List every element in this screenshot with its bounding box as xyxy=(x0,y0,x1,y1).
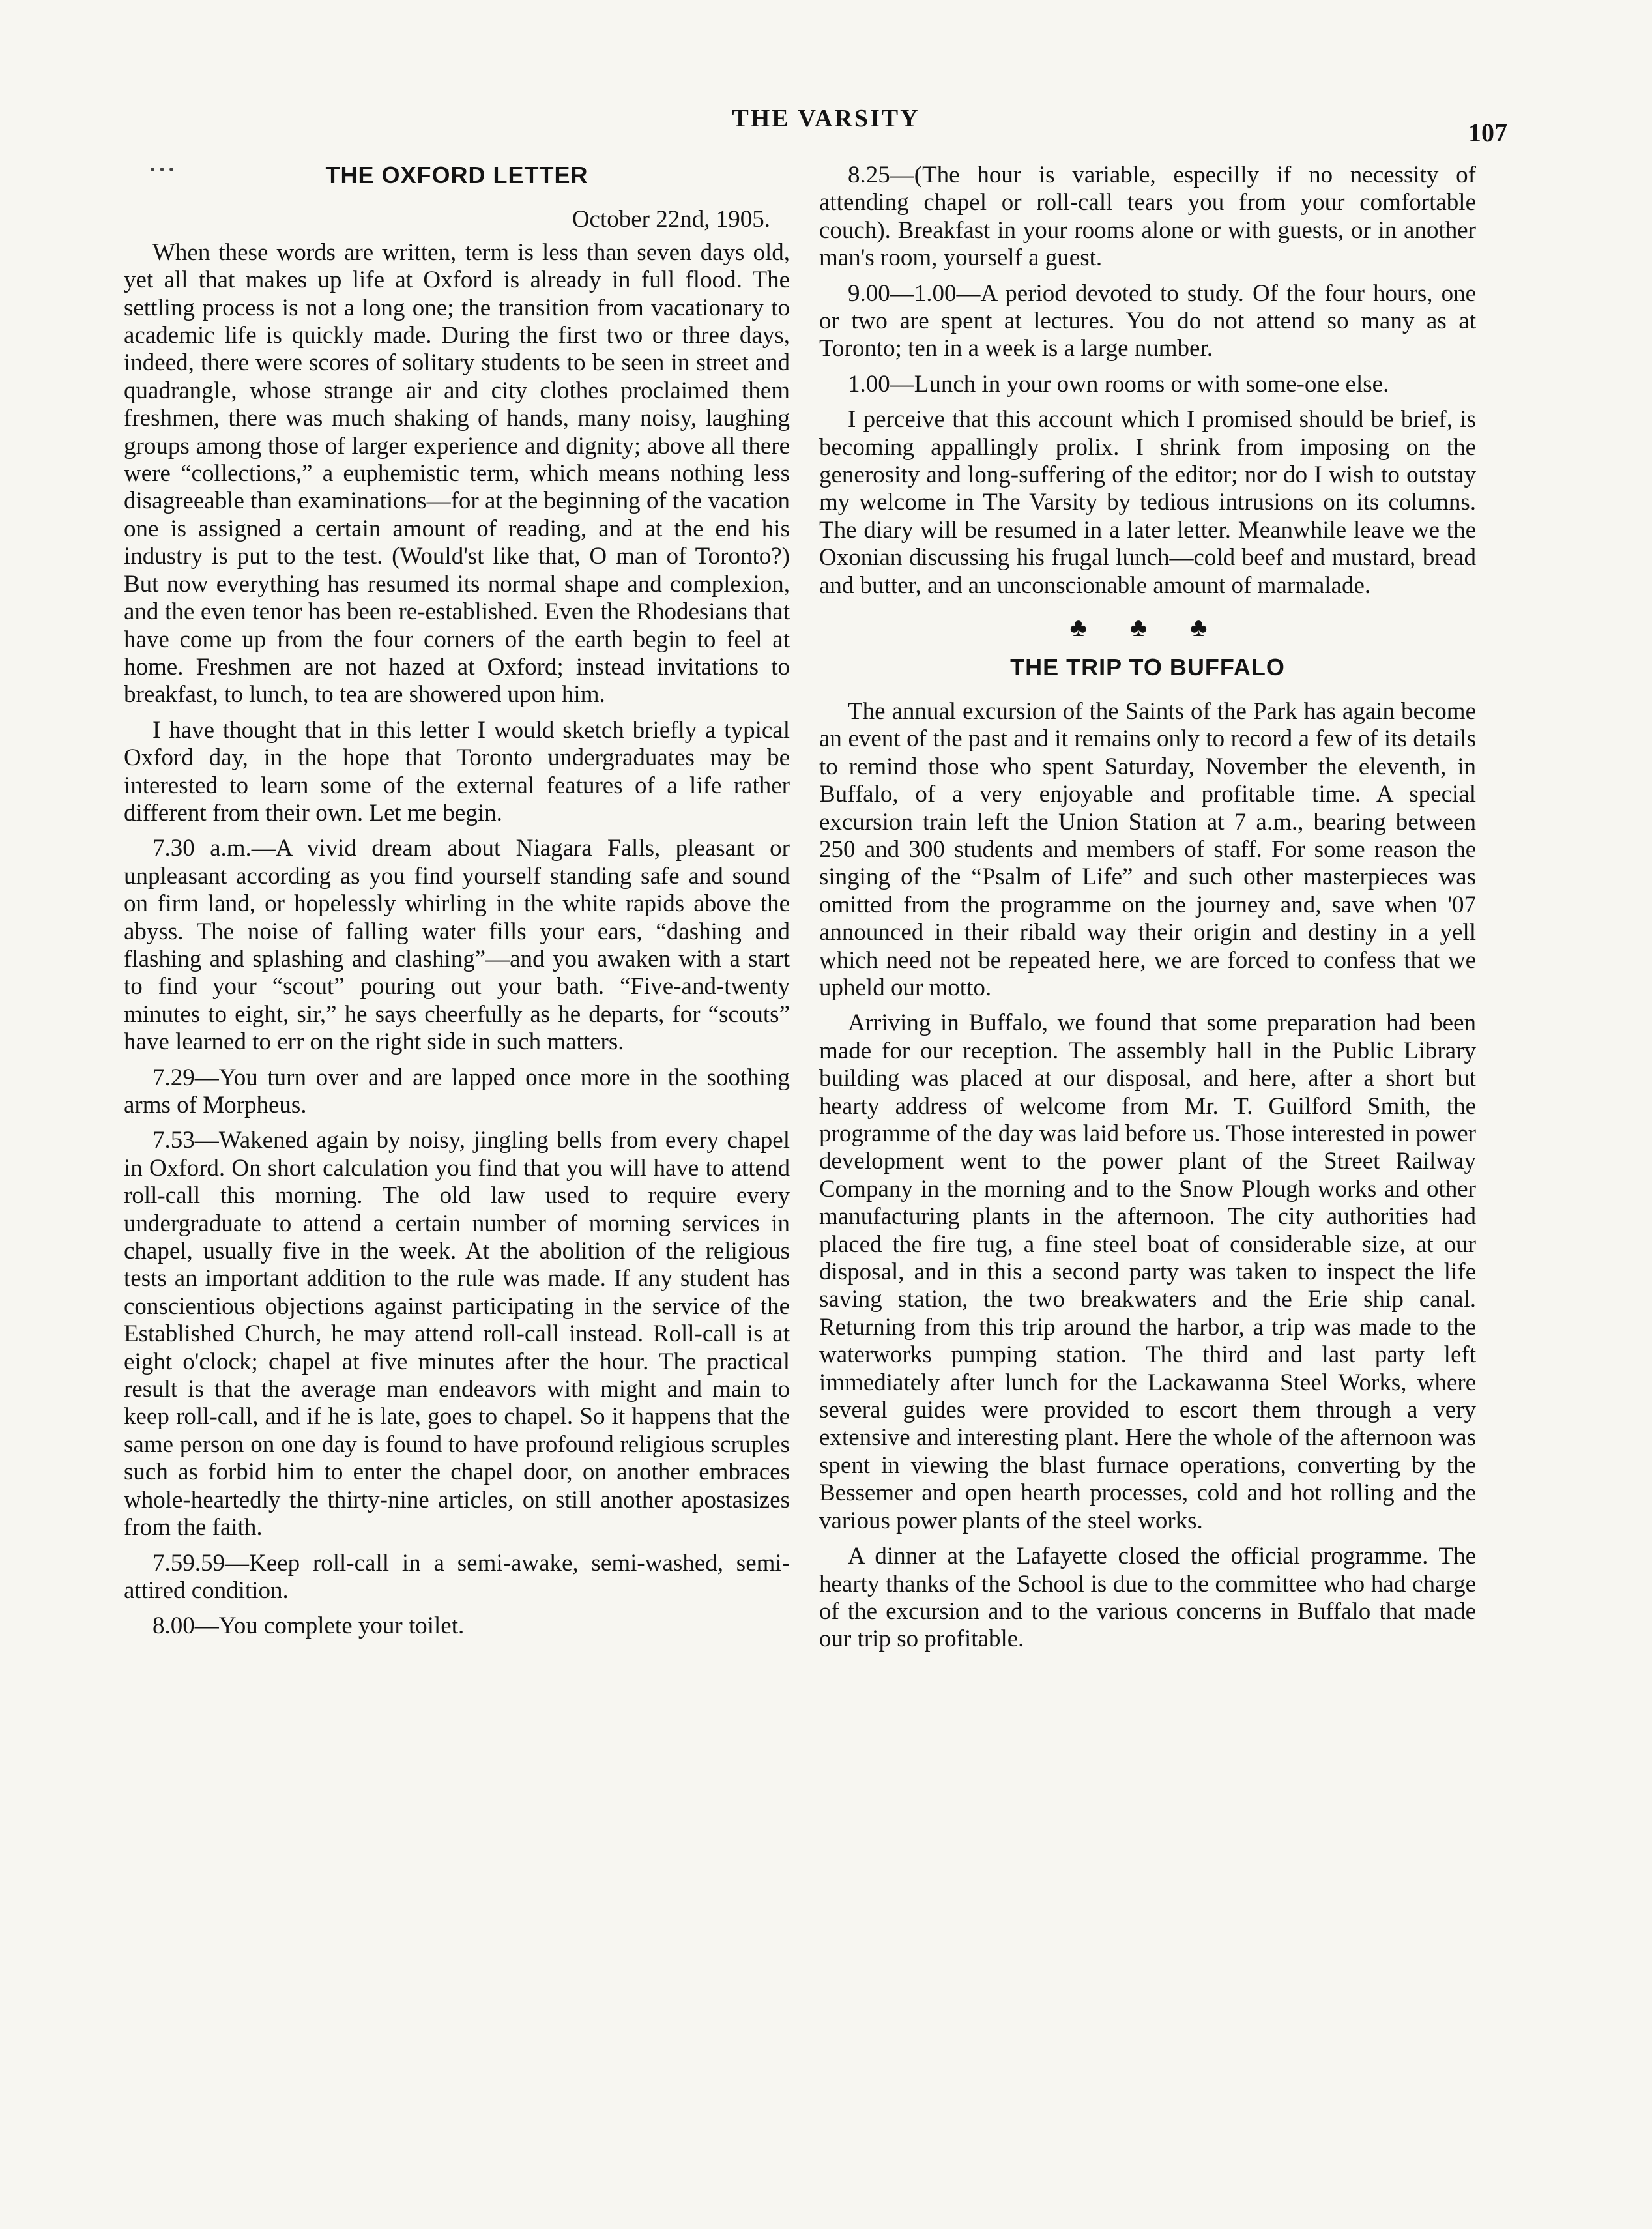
paragraph: 8.00—You complete your toilet. xyxy=(152,1612,465,1640)
running-head: THE VARSITY xyxy=(732,105,920,132)
article-title-oxford-letter: THE OXFORD LETTER xyxy=(325,162,588,188)
paragraph: 9.00—1.00—A period devoted to study. Of the four hours, one or two are spent at lectures. You do not attend so many as at Toronto; ten in a week is a large number. xyxy=(819,280,1476,362)
paragraph: 7.59.59—Keep roll-call in a semi-awake, semi-washed, semi-attired condition. xyxy=(124,1549,790,1604)
left-column xyxy=(124,162,790,1648)
page-number: 107 xyxy=(1468,118,1507,147)
paragraph: When these words are written, term is less than seven days old, yet all that makes up life at Oxford is already in full flood. The settling process is not a long one; the transition from vacationary to academic life is quickly made. During the first two or three days, indeed, there were scores of solitary students to be seen in street and quadrangle, whose strange air and city clothes proclaimed them freshmen, there was much shaking of hands, many noisy, laughing groups among those of larger experience and dignity; above all there were “collections,” a euphemistic term, which means nothing less disagreeable than examinations—for at the beginning of the vacation one is assigned a certain amount of reading, and at the end his industry is put to the test. (Would'st like that, O man of Toronto?) But now everything has resumed its normal shape and complexion, and the even tenor has been re-established. Even the Rhodesians that have come up from the four corners of the earth begin to feel at home. Freshmen are not hazed at Oxford; instead invitations to breakfast, to lunch, to tea are showered upon him. xyxy=(124,239,790,708)
ornament-divider: ♣ ♣ ♣ xyxy=(1069,613,1226,643)
paragraph: A dinner at the Lafayette closed the official programme. The hearty thanks of the School is due to the committee who had charge of the excursion and to the various concerns in Buffalo that made our trip so profitable. xyxy=(819,1543,1476,1653)
paragraph: 1.00—Lunch in your own rooms or with some-one else. xyxy=(848,370,1389,398)
dateline: October 22nd, 1905. xyxy=(572,206,770,233)
paragraph: I have thought that in this letter I would sketch briefly a typical Oxford day, in the hope that Toronto undergraduates may be interested to learn some of the external features of a life rather different from their own. Let me begin. xyxy=(124,716,790,826)
paragraph: 7.29—You turn over and are lapped once more in the soothing arms of Morpheus. xyxy=(124,1064,790,1118)
paragraph: 7.30 a.m.—A vivid dream about Niagara Falls, pleasant or unpleasant according as you find yourself standing safe and sound on firm land, or hopelessly whirling in the white rapids above the abyss. The noise of falling water fills your ears, “dashing and flashing and splashing and clashing”—and you awaken with a start to find your “scout” pouring out your bath. “Five-and-twenty minutes to eight, sir,” he says cheerfully as he departs, for “scouts” have learned to err on the right side in such matters. xyxy=(124,835,790,1056)
margin-mark: • • • xyxy=(150,162,175,179)
paragraph: 7.53—Wakened again by noisy, jingling bells from every chapel in Oxford. On short calculation you find that you will have to attend roll-call this morning. The old law used to require every undergraduate to attend a certain number of morning services in chapel, usually five in the week. At the abolition of the religious tests an important addition to the rule was made. If any student has conscientious objections against participating in the service of the Established Church, he may attend roll-call instead. Roll-call is at eight o'clock; chapel at five minutes after the hour. The practical result is that the average man endeavors with might and main to keep roll-call, and if he is late, goes to chapel. So it happens that the same person on one day is found to have profound religious scruples such as forbid him to enter the chapel door, on another embraces whole-heartedly the thirty-nine articles, on still another apostasizes from the faith. xyxy=(124,1127,790,1541)
paragraph: The annual excursion of the Saints of the Park has again become an event of the past and it remains only to record a few of its details to remind those who spent Saturday, November the eleventh, in Buffalo, of a very enjoyable and profitable time. A special excursion train left the Union Station at 7 a.m., bearing between 250 and 300 students and members of staff. For some reason the singing of the “Psalm of Life” and such other masterpieces was omitted from the programme on the journey and, save when '07 announced in their ribald way their origin and destiny in a yell which need not be repeated here, we are forced to confess that we upheld our motto. xyxy=(819,697,1476,1001)
paragraph: Arriving in Buffalo, we found that some preparation had been made for our reception. The assembly hall in the Public Library building was placed at our disposal, and here, after a short but hearty address of welcome from Mr. T. Guilford Smith, the programme of the day was laid before us. Those interested in power development went to the power plant of the Street Railway Company in the morning and to the Snow Plough works and other manufacturing plants in the afternoon. The city authorities had placed the fire tug, a fine steel boat of considerable size, at our disposal, and in this a second party was taken to inspect the life saving station, the two breakwaters and the Erie ship canal. Returning from this trip around the harbor, a trip was made to the waterworks pumping station. The third and last party left immediately after lunch for the Lackawanna Steel Works, where several guides were provided to escort them through a very extensive and interesting plant. Here the whole of the afternoon was spent in viewing the blast furnace operations, converting by the Bessemer and open hearth processes, cold and hot rolling and the various power plants of the steel works. xyxy=(819,1010,1476,1534)
article-title-trip-to-buffalo: THE TRIP TO BUFFALO xyxy=(1010,653,1285,680)
paragraph: 8.25—(The hour is variable, especilly if no necessity of attending chapel or roll-call tears you from your comfortable couch). Breakfast in your rooms alone or with guests, or in another man's room, yourself a guest. xyxy=(819,162,1476,272)
right-column xyxy=(819,162,1476,1661)
paragraph: I perceive that this account which I promised should be brief, is becoming appallingly prolix. I shrink from imposing on the generosity and long-suffering of the editor; nor do I wish to outstay my welcome in The Varsity by tedious intrusions on its columns. The diary will be resumed in a later letter. Meanwhile leave we the Oxonian discussing his frugal lunch—cold beef and mustard, bread and butter, and an unconscionable amount of marmalade. xyxy=(819,406,1476,599)
